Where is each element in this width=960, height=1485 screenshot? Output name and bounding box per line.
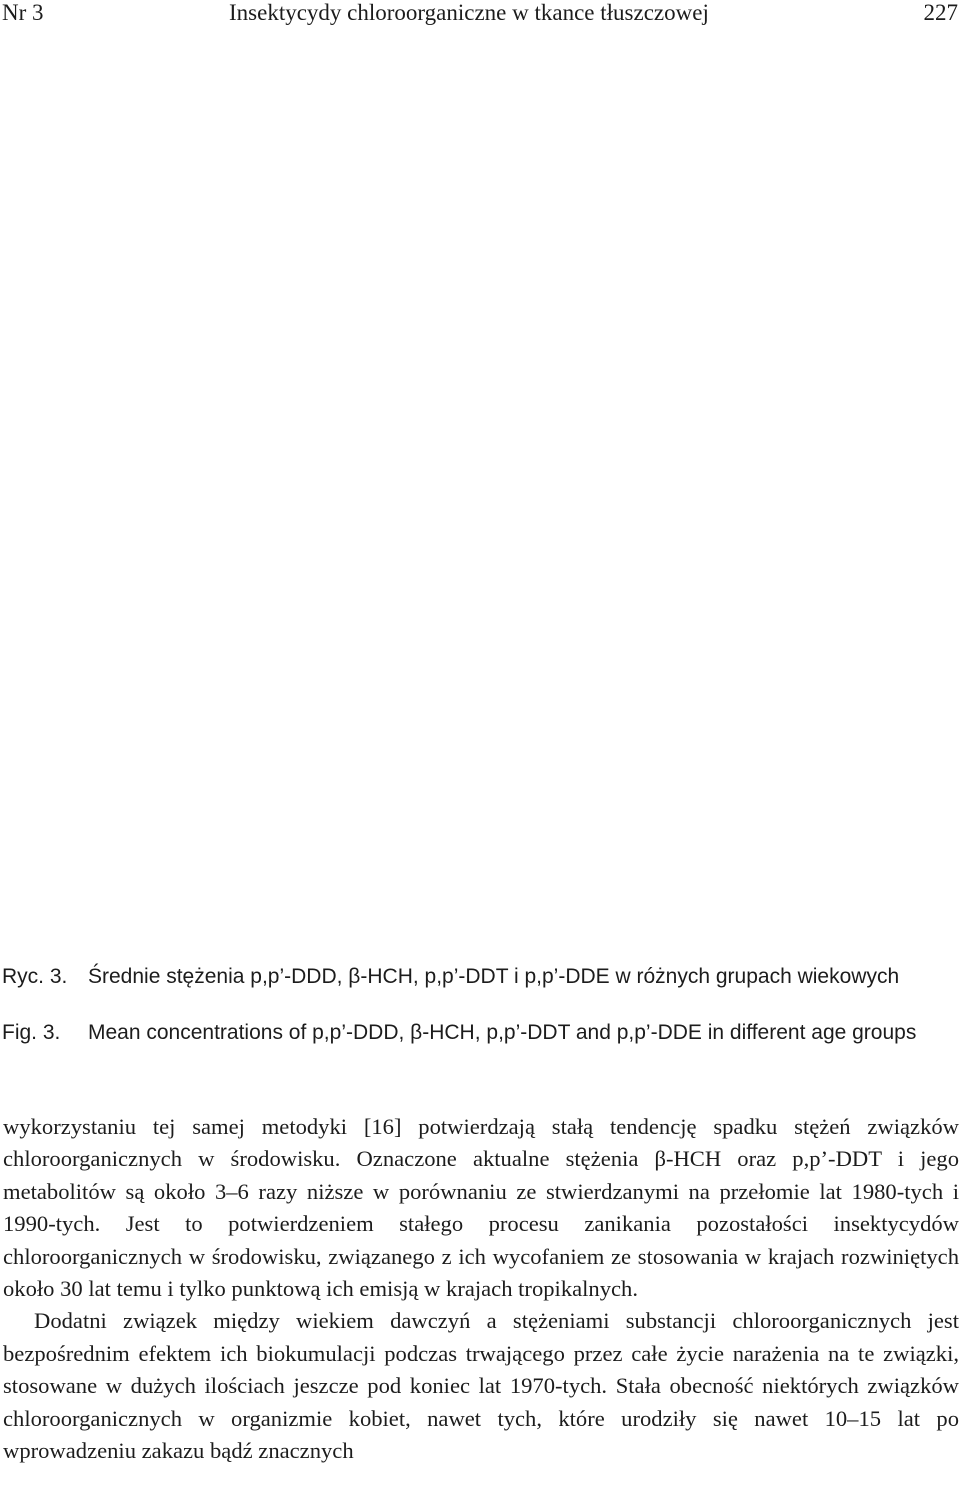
caption-label-english: Fig. 3. — [2, 1021, 61, 1044]
paragraph: wykorzystaniu tej samej metodyki [16] potwierdzają stałą tendencję spadku stężeń związków chloroorganicznych w środowisku. Oznaczone aktualne stężenia β-HCH oraz p,p’-DDT i jego metabolitów są około 3–6 razy niższe w porównaniu ze stwierdzanymi na przełomie lat 1980-tych i 1990-tych. Jest to potwierdzeniem stałego procesu zanikania pozostałości insektycydów chloroorganicznych w środowisku, związanego z ich wycofaniem ze stosowania w krajach rozwiniętych około 30 lat temu i tylko punktową ich emisją w krajach tropikalnych. — [3, 1114, 959, 1302]
running-head — [0, 0, 960, 30]
running-title: Insektycydy chloroorganiczne w tkance tłuszczowej — [229, 0, 709, 25]
paragraph: Dodatni związek między wiekiem dawczyń a stężeniami substancji chloroorganicznych jest bezpośrednim efektem ich biokumulacji podczas trwającego przez całe życie narażenia na te związki, stosowane w dużych ilościach jeszcze pod koniec lat 1970-tych. Stała obecność niektórych związków chloroorganicznych w organizmie kobiet, nawet tych, które urodziły się nawet 10–15 lat po wprowadzeniu zakazu bądź znacznych — [3, 1308, 959, 1464]
body-text — [3, 1111, 959, 1467]
journal-issue: Nr 3 — [2, 0, 44, 25]
page-number: 227 — [923, 0, 958, 25]
figure-area — [0, 45, 960, 945]
caption-label-polish: Ryc. 3. — [2, 965, 68, 988]
caption-text-polish: Średnie stężenia p,p’-DDD, β-HCH, p,p’-DDT i p,p’-DDE w różnych grupach wiekowych — [88, 965, 900, 988]
caption-text-english: Mean concentrations of p,p’-DDD, β-HCH, p,p’-DDT and p,p’-DDE in different age groups — [88, 1021, 917, 1044]
